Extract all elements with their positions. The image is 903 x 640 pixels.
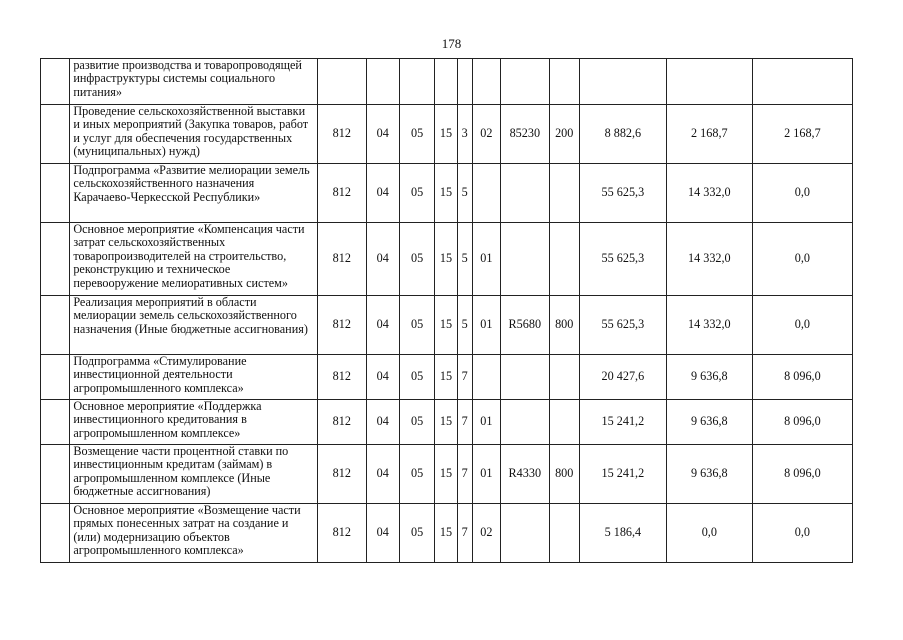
expense-type-code: 800 — [549, 296, 579, 355]
amount-year-2 — [666, 59, 752, 105]
grbs-code: 812 — [318, 223, 367, 296]
amount-year-3: 0,0 — [752, 504, 852, 563]
amount-year-1: 15 241,2 — [579, 400, 666, 445]
row-index-cell — [41, 59, 70, 105]
amount-year-1: 55 625,3 — [579, 296, 666, 355]
direction-code — [501, 59, 550, 105]
amount-year-2: 0,0 — [666, 504, 752, 563]
amount-year-1: 55 625,3 — [579, 164, 666, 223]
amount-year-3: 0,0 — [752, 296, 852, 355]
row-index-cell — [41, 296, 70, 355]
subprogram-code: 5 — [457, 223, 472, 296]
program-code: 15 — [435, 164, 457, 223]
program-code: 15 — [435, 223, 457, 296]
amount-year-3: 8 096,0 — [752, 445, 852, 504]
subprogram-code: 7 — [457, 504, 472, 563]
budget-table — [40, 58, 853, 563]
subprogram-code: 3 — [457, 105, 472, 164]
amount-year-3: 2 168,7 — [752, 105, 852, 164]
direction-code — [501, 504, 550, 563]
expense-type-code — [549, 355, 579, 400]
event-code: 02 — [472, 504, 500, 563]
subprogram-code: 5 — [457, 164, 472, 223]
grbs-code: 812 — [318, 164, 367, 223]
event-code: 01 — [472, 223, 500, 296]
section-code: 04 — [366, 504, 399, 563]
amount-year-3: 8 096,0 — [752, 400, 852, 445]
amount-year-1: 8 882,6 — [579, 105, 666, 164]
section-code: 04 — [366, 445, 399, 504]
table-row — [41, 105, 853, 164]
event-code — [472, 164, 500, 223]
subsection-code: 05 — [399, 223, 434, 296]
table-row — [41, 400, 853, 445]
program-code: 15 — [435, 445, 457, 504]
section-code: 04 — [366, 164, 399, 223]
row-name: Основное мероприятие «Компенсация части затрат сельскохозяйственных товаропроизводителей на строительство, реконструкцию и техническое перевооружение мелиоративных систем» — [70, 223, 318, 296]
amount-year-3: 0,0 — [752, 223, 852, 296]
direction-code — [501, 400, 550, 445]
event-code: 01 — [472, 400, 500, 445]
subsection-code: 05 — [399, 504, 434, 563]
expense-type-code — [549, 223, 579, 296]
amount-year-1 — [579, 59, 666, 105]
row-index-cell — [41, 105, 70, 164]
program-code — [435, 59, 457, 105]
event-code: 02 — [472, 105, 500, 164]
direction-code: 85230 — [501, 105, 550, 164]
row-index-cell — [41, 445, 70, 504]
row-name: Подпрограмма «Стимулирование инвестиционной деятельности агропромышленного комплекса» — [70, 355, 318, 400]
subsection-code: 05 — [399, 355, 434, 400]
subsection-code: 05 — [399, 400, 434, 445]
row-index-cell — [41, 400, 70, 445]
program-code: 15 — [435, 504, 457, 563]
subsection-code: 05 — [399, 445, 434, 504]
amount-year-2: 9 636,8 — [666, 445, 752, 504]
table-body — [41, 59, 853, 563]
direction-code — [501, 355, 550, 400]
expense-type-code — [549, 164, 579, 223]
subprogram-code: 5 — [457, 296, 472, 355]
section-code: 04 — [366, 400, 399, 445]
row-name: Основное мероприятие «Поддержка инвестиционного кредитования в агропромышленном комплексе» — [70, 400, 318, 445]
grbs-code: 812 — [318, 400, 367, 445]
grbs-code: 812 — [318, 504, 367, 563]
event-code: 01 — [472, 296, 500, 355]
amount-year-2: 9 636,8 — [666, 355, 752, 400]
row-index-cell — [41, 223, 70, 296]
subprogram-code: 7 — [457, 445, 472, 504]
row-name: Основное мероприятие «Возмещение части прямых понесенных затрат на создание и (или) модернизацию объектов агропромышленного комплекса» — [70, 504, 318, 563]
subsection-code: 05 — [399, 296, 434, 355]
amount-year-2: 14 332,0 — [666, 223, 752, 296]
section-code: 04 — [366, 296, 399, 355]
amount-year-1: 20 427,6 — [579, 355, 666, 400]
grbs-code: 812 — [318, 296, 367, 355]
row-name: Подпрограмма «Развитие мелиорации земель сельскохозяйственного назначения Карачаево-Черкесской Республики» — [70, 164, 318, 223]
subprogram-code — [457, 59, 472, 105]
amount-year-3: 0,0 — [752, 164, 852, 223]
expense-type-code — [549, 59, 579, 105]
direction-code: R5680 — [501, 296, 550, 355]
amount-year-2: 14 332,0 — [666, 296, 752, 355]
row-index-cell — [41, 164, 70, 223]
table-row — [41, 164, 853, 223]
event-code — [472, 355, 500, 400]
expense-type-code — [549, 400, 579, 445]
event-code — [472, 59, 500, 105]
section-code — [366, 59, 399, 105]
amount-year-1: 5 186,4 — [579, 504, 666, 563]
page-number: 178 — [441, 36, 462, 51]
table-row — [41, 59, 853, 105]
table-row — [41, 296, 853, 355]
subprogram-code: 7 — [457, 355, 472, 400]
grbs-code — [318, 59, 367, 105]
direction-code — [501, 164, 550, 223]
amount-year-3: 8 096,0 — [752, 355, 852, 400]
section-code: 04 — [366, 355, 399, 400]
subprogram-code: 7 — [457, 400, 472, 445]
expense-type-code: 200 — [549, 105, 579, 164]
grbs-code: 812 — [318, 445, 367, 504]
program-code: 15 — [435, 296, 457, 355]
amount-year-2: 14 332,0 — [666, 164, 752, 223]
table-row — [41, 223, 853, 296]
event-code: 01 — [472, 445, 500, 504]
amount-year-2: 9 636,8 — [666, 400, 752, 445]
section-code: 04 — [366, 223, 399, 296]
table-row — [41, 504, 853, 563]
amount-year-1: 15 241,2 — [579, 445, 666, 504]
subsection-code — [399, 59, 434, 105]
direction-code — [501, 223, 550, 296]
row-index-cell — [41, 355, 70, 400]
program-code: 15 — [435, 400, 457, 445]
amount-year-1: 55 625,3 — [579, 223, 666, 296]
amount-year-2: 2 168,7 — [666, 105, 752, 164]
direction-code: R4330 — [501, 445, 550, 504]
expense-type-code — [549, 504, 579, 563]
amount-year-3 — [752, 59, 852, 105]
grbs-code: 812 — [318, 355, 367, 400]
row-name: развитие производства и товаропроводящей инфраструктуры системы социального питания» — [70, 59, 318, 105]
row-name: Проведение сельскохозяйственной выставки и иных мероприятий (Закупка товаров, работ и услуг для обеспечения государственных (муниципальных) нужд) — [70, 105, 318, 164]
table-row — [41, 445, 853, 504]
section-code: 04 — [366, 105, 399, 164]
expense-type-code: 800 — [549, 445, 579, 504]
row-name: Реализация мероприятий в области мелиорации земель сельскохозяйственного назначения (Иные бюджетные ассигнования) — [70, 296, 318, 355]
subsection-code: 05 — [399, 164, 434, 223]
grbs-code: 812 — [318, 105, 367, 164]
row-index-cell — [41, 504, 70, 563]
program-code: 15 — [435, 355, 457, 400]
program-code: 15 — [435, 105, 457, 164]
table-row — [41, 355, 853, 400]
subsection-code: 05 — [399, 105, 434, 164]
row-name: Возмещение части процентной ставки по инвестиционным кредитам (займам) в агропромышленном комплексе (Иные бюджетные ассигнования) — [70, 445, 318, 504]
